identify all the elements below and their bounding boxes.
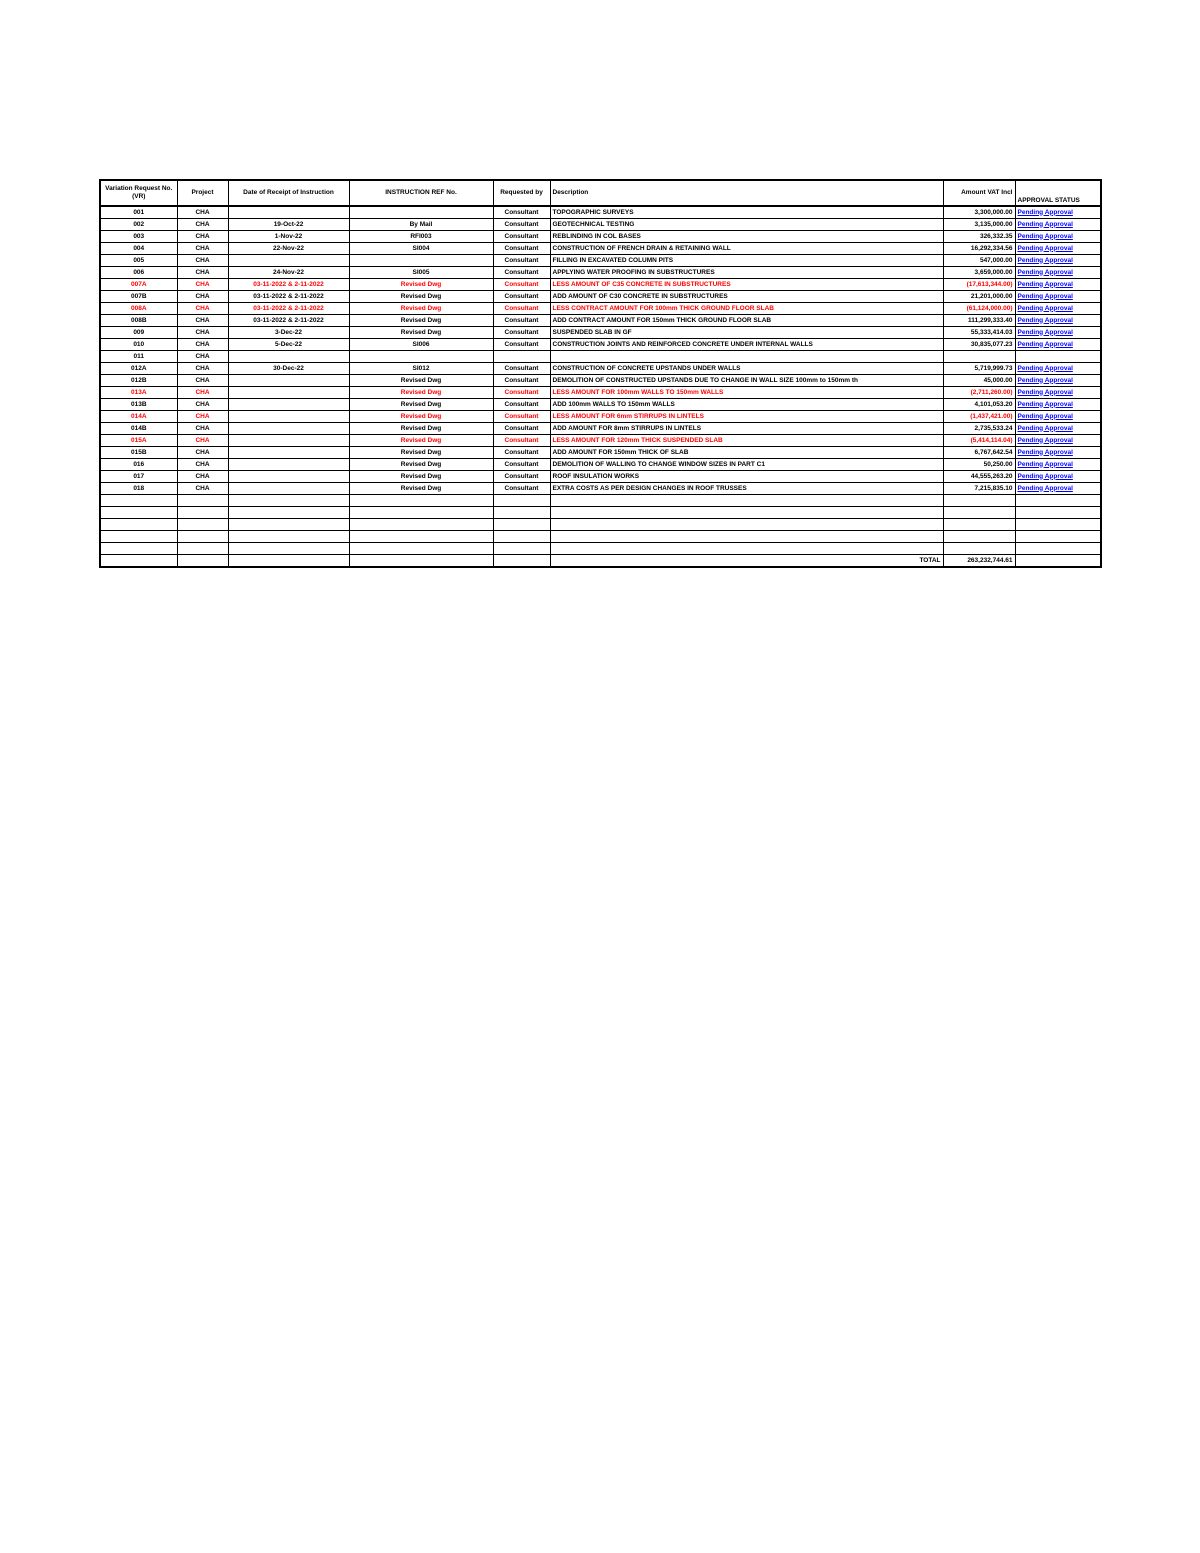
cell-project: CHA: [177, 399, 228, 411]
cell-amount: (2,711,260.00): [943, 387, 1015, 399]
cell-description: ADD CONTRACT AMOUNT FOR 150mm THICK GROUND FLOOR SLAB: [550, 315, 943, 327]
cell-ref: SI004: [349, 243, 493, 255]
cell-project: CHA: [177, 351, 228, 363]
cell-ref: Revised Dwg: [349, 435, 493, 447]
cell-description: CONSTRUCTION OF CONCRETE UPSTANDS UNDER WALLS: [550, 363, 943, 375]
cell-ref: By Mail: [349, 219, 493, 231]
header-amount: Amount VAT Incl: [943, 180, 1015, 206]
empty-row: [100, 495, 1101, 507]
cell-ref: Revised Dwg: [349, 303, 493, 315]
empty-cell: [177, 543, 228, 555]
cell-date: [228, 375, 349, 387]
cell-requested-by: Consultant: [493, 255, 550, 267]
cell-ref: Revised Dwg: [349, 387, 493, 399]
cell-date: [228, 423, 349, 435]
empty-cell: [177, 507, 228, 519]
cell-requested-by: Consultant: [493, 459, 550, 471]
empty-row: [100, 531, 1101, 543]
cell-amount: 326,332.35: [943, 231, 1015, 243]
empty-cell: [177, 495, 228, 507]
cell-status[interactable]: Pending Approval: [1015, 447, 1101, 459]
cell-project: CHA: [177, 447, 228, 459]
cell-ref: [349, 206, 493, 219]
cell-requested-by: Consultant: [493, 243, 550, 255]
empty-cell: [349, 531, 493, 543]
cell-date: 30-Dec-22: [228, 363, 349, 375]
cell-ref: Revised Dwg: [349, 447, 493, 459]
empty-cell: [177, 531, 228, 543]
empty-cell: [550, 507, 943, 519]
cell-amount: 7,215,835.10: [943, 483, 1015, 495]
cell-status[interactable]: Pending Approval: [1015, 423, 1101, 435]
table-row: [100, 423, 1101, 435]
cell-status[interactable]: Pending Approval: [1015, 459, 1101, 471]
cell-vr-no: 016: [100, 459, 177, 471]
cell-amount: 45,000.00: [943, 375, 1015, 387]
cell-vr-no: 002: [100, 219, 177, 231]
total-cell-empty: [493, 555, 550, 568]
cell-project: CHA: [177, 243, 228, 255]
cell-project: CHA: [177, 339, 228, 351]
cell-ref: Revised Dwg: [349, 411, 493, 423]
table-row: [100, 243, 1101, 255]
cell-project: CHA: [177, 363, 228, 375]
cell-requested-by: Consultant: [493, 363, 550, 375]
cell-requested-by: Consultant: [493, 206, 550, 219]
table-row: [100, 375, 1101, 387]
cell-description: SUSPENDED SLAB IN GF: [550, 327, 943, 339]
cell-description: TOPOGRAPHIC SURVEYS: [550, 206, 943, 219]
cell-description: LESS AMOUNT FOR 120mm THICK SUSPENDED SLAB: [550, 435, 943, 447]
table-row: [100, 435, 1101, 447]
cell-date: 03-11-2022 & 2-11-2022: [228, 315, 349, 327]
cell-amount: 6,767,642.54: [943, 447, 1015, 459]
empty-cell: [1015, 495, 1101, 507]
cell-vr-no: 010: [100, 339, 177, 351]
cell-ref: SI005: [349, 267, 493, 279]
cell-ref: Revised Dwg: [349, 423, 493, 435]
cell-date: 5-Dec-22: [228, 339, 349, 351]
empty-cell: [1015, 543, 1101, 555]
table-row: [100, 387, 1101, 399]
cell-requested-by: Consultant: [493, 447, 550, 459]
cell-requested-by: Consultant: [493, 423, 550, 435]
cell-vr-no: 012B: [100, 375, 177, 387]
table-row: [100, 483, 1101, 495]
cell-amount: 3,135,000.00: [943, 219, 1015, 231]
cell-requested-by: Consultant: [493, 231, 550, 243]
cell-status[interactable]: Pending Approval: [1015, 267, 1101, 279]
table-row: [100, 279, 1101, 291]
table-row: [100, 363, 1101, 375]
table-row: [100, 339, 1101, 351]
cell-date: [228, 387, 349, 399]
cell-date: [228, 459, 349, 471]
cell-ref: SI006: [349, 339, 493, 351]
empty-cell: [493, 531, 550, 543]
empty-cell: [550, 495, 943, 507]
cell-project: CHA: [177, 435, 228, 447]
empty-cell: [493, 519, 550, 531]
header-description: Description: [550, 180, 943, 206]
cell-vr-no: 007A: [100, 279, 177, 291]
header-date: Date of Receipt of Instruction: [228, 180, 349, 206]
total-cell-empty: [349, 555, 493, 568]
cell-status[interactable]: Pending Approval: [1015, 255, 1101, 267]
cell-date: [228, 206, 349, 219]
table-row: [100, 267, 1101, 279]
table-row: [100, 219, 1101, 231]
cell-date: [228, 411, 349, 423]
cell-date: 24-Nov-22: [228, 267, 349, 279]
empty-cell: [100, 507, 177, 519]
cell-status[interactable]: Pending Approval: [1015, 375, 1101, 387]
cell-status[interactable]: Pending Approval: [1015, 219, 1101, 231]
empty-cell: [1015, 519, 1101, 531]
cell-date: 03-11-2022 & 2-11-2022: [228, 303, 349, 315]
total-cell-empty: [100, 555, 177, 568]
empty-cell: [943, 495, 1015, 507]
cell-date: 19-Oct-22: [228, 219, 349, 231]
cell-requested-by: Consultant: [493, 339, 550, 351]
cell-status[interactable]: Pending Approval: [1015, 303, 1101, 315]
cell-ref: Revised Dwg: [349, 459, 493, 471]
cell-amount: 44,555,263.20: [943, 471, 1015, 483]
cell-vr-no: 014A: [100, 411, 177, 423]
cell-ref: Revised Dwg: [349, 399, 493, 411]
cell-amount: 547,000.00: [943, 255, 1015, 267]
cell-date: [228, 255, 349, 267]
total-amount: 263,232,744.61: [943, 555, 1015, 568]
cell-vr-no: 006: [100, 267, 177, 279]
cell-amount: 3,659,000.00: [943, 267, 1015, 279]
cell-requested-by: Consultant: [493, 267, 550, 279]
cell-status[interactable]: Pending Approval: [1015, 339, 1101, 351]
empty-cell: [349, 519, 493, 531]
cell-requested-by: Consultant: [493, 471, 550, 483]
cell-requested-by: Consultant: [493, 303, 550, 315]
cell-vr-no: 011: [100, 351, 177, 363]
cell-description: CONSTRUCTION JOINTS AND REINFORCED CONCRETE UNDER INTERNAL WALLS: [550, 339, 943, 351]
empty-cell: [100, 519, 177, 531]
cell-description: APPLYING WATER PROOFING IN SUBSTRUCTURES: [550, 267, 943, 279]
table-row: [100, 315, 1101, 327]
empty-cell: [228, 543, 349, 555]
cell-description: LESS AMOUNT OF C35 CONCRETE IN SUBSTRUCTURES: [550, 279, 943, 291]
variation-register-table: [99, 179, 1102, 568]
cell-description: LESS AMOUNT FOR 100mm WALLS TO 150mm WALLS: [550, 387, 943, 399]
cell-requested-by: Consultant: [493, 315, 550, 327]
table-body: [100, 206, 1101, 555]
cell-vr-no: 014B: [100, 423, 177, 435]
cell-vr-no: 001: [100, 206, 177, 219]
cell-ref: [349, 351, 493, 363]
table-row: [100, 206, 1101, 219]
cell-status[interactable]: Pending Approval: [1015, 363, 1101, 375]
cell-amount: 21,201,000.00: [943, 291, 1015, 303]
cell-vr-no: 013A: [100, 387, 177, 399]
cell-status[interactable]: Pending Approval: [1015, 315, 1101, 327]
table-row: [100, 255, 1101, 267]
cell-description: [550, 351, 943, 363]
table-row: [100, 399, 1101, 411]
empty-cell: [349, 495, 493, 507]
cell-amount: (5,414,114.04): [943, 435, 1015, 447]
cell-description: ADD AMOUNT FOR 8mm STIRRUPS IN LINTELS: [550, 423, 943, 435]
cell-project: CHA: [177, 315, 228, 327]
empty-cell: [228, 495, 349, 507]
cell-status[interactable]: Pending Approval: [1015, 231, 1101, 243]
cell-ref: Revised Dwg: [349, 471, 493, 483]
table-row: [100, 411, 1101, 423]
cell-ref: RFI003: [349, 231, 493, 243]
cell-description: REBLINDING IN COL BASES: [550, 231, 943, 243]
cell-amount: 30,835,077.23: [943, 339, 1015, 351]
empty-cell: [943, 507, 1015, 519]
cell-ref: Revised Dwg: [349, 375, 493, 387]
cell-amount: 3,300,000.00: [943, 206, 1015, 219]
cell-description: ADD AMOUNT OF C30 CONCRETE IN SUBSTRUCTURES: [550, 291, 943, 303]
cell-vr-no: 017: [100, 471, 177, 483]
empty-cell: [228, 531, 349, 543]
cell-requested-by: Consultant: [493, 411, 550, 423]
cell-ref: Revised Dwg: [349, 315, 493, 327]
cell-status[interactable]: Pending Approval: [1015, 471, 1101, 483]
header-status: APPROVAL STATUS: [1015, 180, 1101, 206]
cell-project: CHA: [177, 255, 228, 267]
empty-cell: [943, 531, 1015, 543]
cell-description: LESS AMOUNT FOR 6mm STIRRUPS IN LINTELS: [550, 411, 943, 423]
empty-cell: [228, 519, 349, 531]
empty-cell: [177, 519, 228, 531]
cell-status[interactable]: Pending Approval: [1015, 483, 1101, 495]
cell-project: CHA: [177, 206, 228, 219]
cell-date: [228, 435, 349, 447]
cell-project: CHA: [177, 327, 228, 339]
empty-cell: [1015, 507, 1101, 519]
cell-description: LESS CONTRACT AMOUNT FOR 100mm THICK GROUND FLOOR SLAB: [550, 303, 943, 315]
cell-amount: (17,613,344.00): [943, 279, 1015, 291]
empty-cell: [493, 495, 550, 507]
cell-status[interactable]: Pending Approval: [1015, 435, 1101, 447]
cell-amount: 55,333,414.03: [943, 327, 1015, 339]
cell-vr-no: 005: [100, 255, 177, 267]
empty-cell: [550, 543, 943, 555]
cell-status[interactable]: Pending Approval: [1015, 279, 1101, 291]
cell-project: CHA: [177, 267, 228, 279]
cell-amount: 5,719,999.73: [943, 363, 1015, 375]
cell-status[interactable]: Pending Approval: [1015, 291, 1101, 303]
cell-project: CHA: [177, 303, 228, 315]
cell-date: 22-Nov-22: [228, 243, 349, 255]
header-ref: INSTRUCTION REF No.: [349, 180, 493, 206]
header-requested-by: Requested by: [493, 180, 550, 206]
empty-cell: [349, 507, 493, 519]
cell-status[interactable]: Pending Approval: [1015, 387, 1101, 399]
cell-status[interactable]: Pending Approval: [1015, 206, 1101, 219]
cell-status[interactable]: Pending Approval: [1015, 327, 1101, 339]
table-row: [100, 471, 1101, 483]
cell-ref: Revised Dwg: [349, 291, 493, 303]
empty-row: [100, 519, 1101, 531]
cell-project: CHA: [177, 483, 228, 495]
cell-project: CHA: [177, 411, 228, 423]
empty-cell: [943, 543, 1015, 555]
empty-row: [100, 507, 1101, 519]
cell-status[interactable]: Pending Approval: [1015, 243, 1101, 255]
cell-ref: Revised Dwg: [349, 483, 493, 495]
cell-requested-by: Consultant: [493, 399, 550, 411]
cell-project: CHA: [177, 471, 228, 483]
cell-amount: 16,292,334.56: [943, 243, 1015, 255]
cell-description: ROOF INSULATION WORKS: [550, 471, 943, 483]
empty-cell: [100, 495, 177, 507]
table-row: [100, 231, 1101, 243]
cell-ref: [349, 255, 493, 267]
cell-project: CHA: [177, 387, 228, 399]
total-row: [100, 555, 1101, 568]
cell-requested-by: Consultant: [493, 279, 550, 291]
table-row: [100, 351, 1101, 363]
cell-project: CHA: [177, 279, 228, 291]
table-row: [100, 447, 1101, 459]
cell-amount: [943, 351, 1015, 363]
cell-requested-by: Consultant: [493, 435, 550, 447]
header-vr-no: Variation Request No. (VR): [100, 180, 177, 206]
cell-date: [228, 351, 349, 363]
cell-description: CONSTRUCTION OF FRENCH DRAIN & RETAINING WALL: [550, 243, 943, 255]
header-project: Project: [177, 180, 228, 206]
empty-cell: [100, 543, 177, 555]
table-row: [100, 303, 1101, 315]
cell-vr-no: 009: [100, 327, 177, 339]
cell-date: [228, 447, 349, 459]
cell-amount: 4,101,053.20: [943, 399, 1015, 411]
total-cell-empty: [177, 555, 228, 568]
header-row: [100, 180, 1101, 206]
cell-project: CHA: [177, 219, 228, 231]
cell-requested-by: Consultant: [493, 219, 550, 231]
cell-status[interactable]: Pending Approval: [1015, 411, 1101, 423]
cell-date: [228, 483, 349, 495]
cell-vr-no: 015A: [100, 435, 177, 447]
empty-cell: [943, 519, 1015, 531]
table-row: [100, 327, 1101, 339]
cell-project: CHA: [177, 375, 228, 387]
cell-project: CHA: [177, 231, 228, 243]
cell-description: FILLING IN EXCAVATED COLUMN PITS: [550, 255, 943, 267]
cell-project: CHA: [177, 423, 228, 435]
total-cell-empty: [228, 555, 349, 568]
cell-date: 03-11-2022 & 2-11-2022: [228, 279, 349, 291]
cell-status[interactable]: Pending Approval: [1015, 399, 1101, 411]
cell-vr-no: 007B: [100, 291, 177, 303]
cell-vr-no: 008B: [100, 315, 177, 327]
total-label: TOTAL: [550, 555, 943, 568]
cell-vr-no: 013B: [100, 399, 177, 411]
cell-description: DEMOLITION OF WALLING TO CHANGE WINDOW SIZES IN PART C1: [550, 459, 943, 471]
cell-date: [228, 399, 349, 411]
empty-cell: [100, 531, 177, 543]
cell-ref: Revised Dwg: [349, 279, 493, 291]
cell-requested-by: Consultant: [493, 483, 550, 495]
cell-requested-by: Consultant: [493, 387, 550, 399]
total-cell-empty: [1015, 555, 1101, 568]
cell-requested-by: Consultant: [493, 375, 550, 387]
table-row: [100, 459, 1101, 471]
cell-description: DEMOLITION OF CONSTRUCTED UPSTANDS DUE TO CHANGE IN WALL SIZE 100mm to 150mm th: [550, 375, 943, 387]
cell-ref: Revised Dwg: [349, 327, 493, 339]
cell-vr-no: 015B: [100, 447, 177, 459]
cell-amount: 111,299,333.40: [943, 315, 1015, 327]
cell-status: [1015, 351, 1101, 363]
cell-date: 03-11-2022 & 2-11-2022: [228, 291, 349, 303]
empty-cell: [228, 507, 349, 519]
cell-ref: SI012: [349, 363, 493, 375]
cell-date: [228, 471, 349, 483]
empty-cell: [493, 507, 550, 519]
cell-requested-by: [493, 351, 550, 363]
cell-date: 1-Nov-22: [228, 231, 349, 243]
empty-cell: [493, 543, 550, 555]
cell-vr-no: 004: [100, 243, 177, 255]
cell-vr-no: 012A: [100, 363, 177, 375]
cell-date: 3-Dec-22: [228, 327, 349, 339]
cell-description: ADD AMOUNT FOR 150mm THICK OF SLAB: [550, 447, 943, 459]
cell-description: GEOTECHNICAL TESTING: [550, 219, 943, 231]
cell-project: CHA: [177, 459, 228, 471]
cell-requested-by: Consultant: [493, 327, 550, 339]
empty-cell: [1015, 531, 1101, 543]
empty-cell: [550, 519, 943, 531]
cell-vr-no: 008A: [100, 303, 177, 315]
cell-amount: (61,124,000.00): [943, 303, 1015, 315]
cell-vr-no: 018: [100, 483, 177, 495]
empty-cell: [349, 543, 493, 555]
empty-cell: [550, 531, 943, 543]
cell-amount: 50,250.00: [943, 459, 1015, 471]
cell-vr-no: 003: [100, 231, 177, 243]
cell-requested-by: Consultant: [493, 291, 550, 303]
cell-description: ADD 100mm WALLS TO 150mm WALLS: [550, 399, 943, 411]
empty-row: [100, 543, 1101, 555]
cell-description: EXTRA COSTS AS PER DESIGN CHANGES IN ROOF TRUSSES: [550, 483, 943, 495]
cell-amount: (1,437,421.00): [943, 411, 1015, 423]
table-row: [100, 291, 1101, 303]
cell-amount: 2,735,533.24: [943, 423, 1015, 435]
cell-project: CHA: [177, 291, 228, 303]
